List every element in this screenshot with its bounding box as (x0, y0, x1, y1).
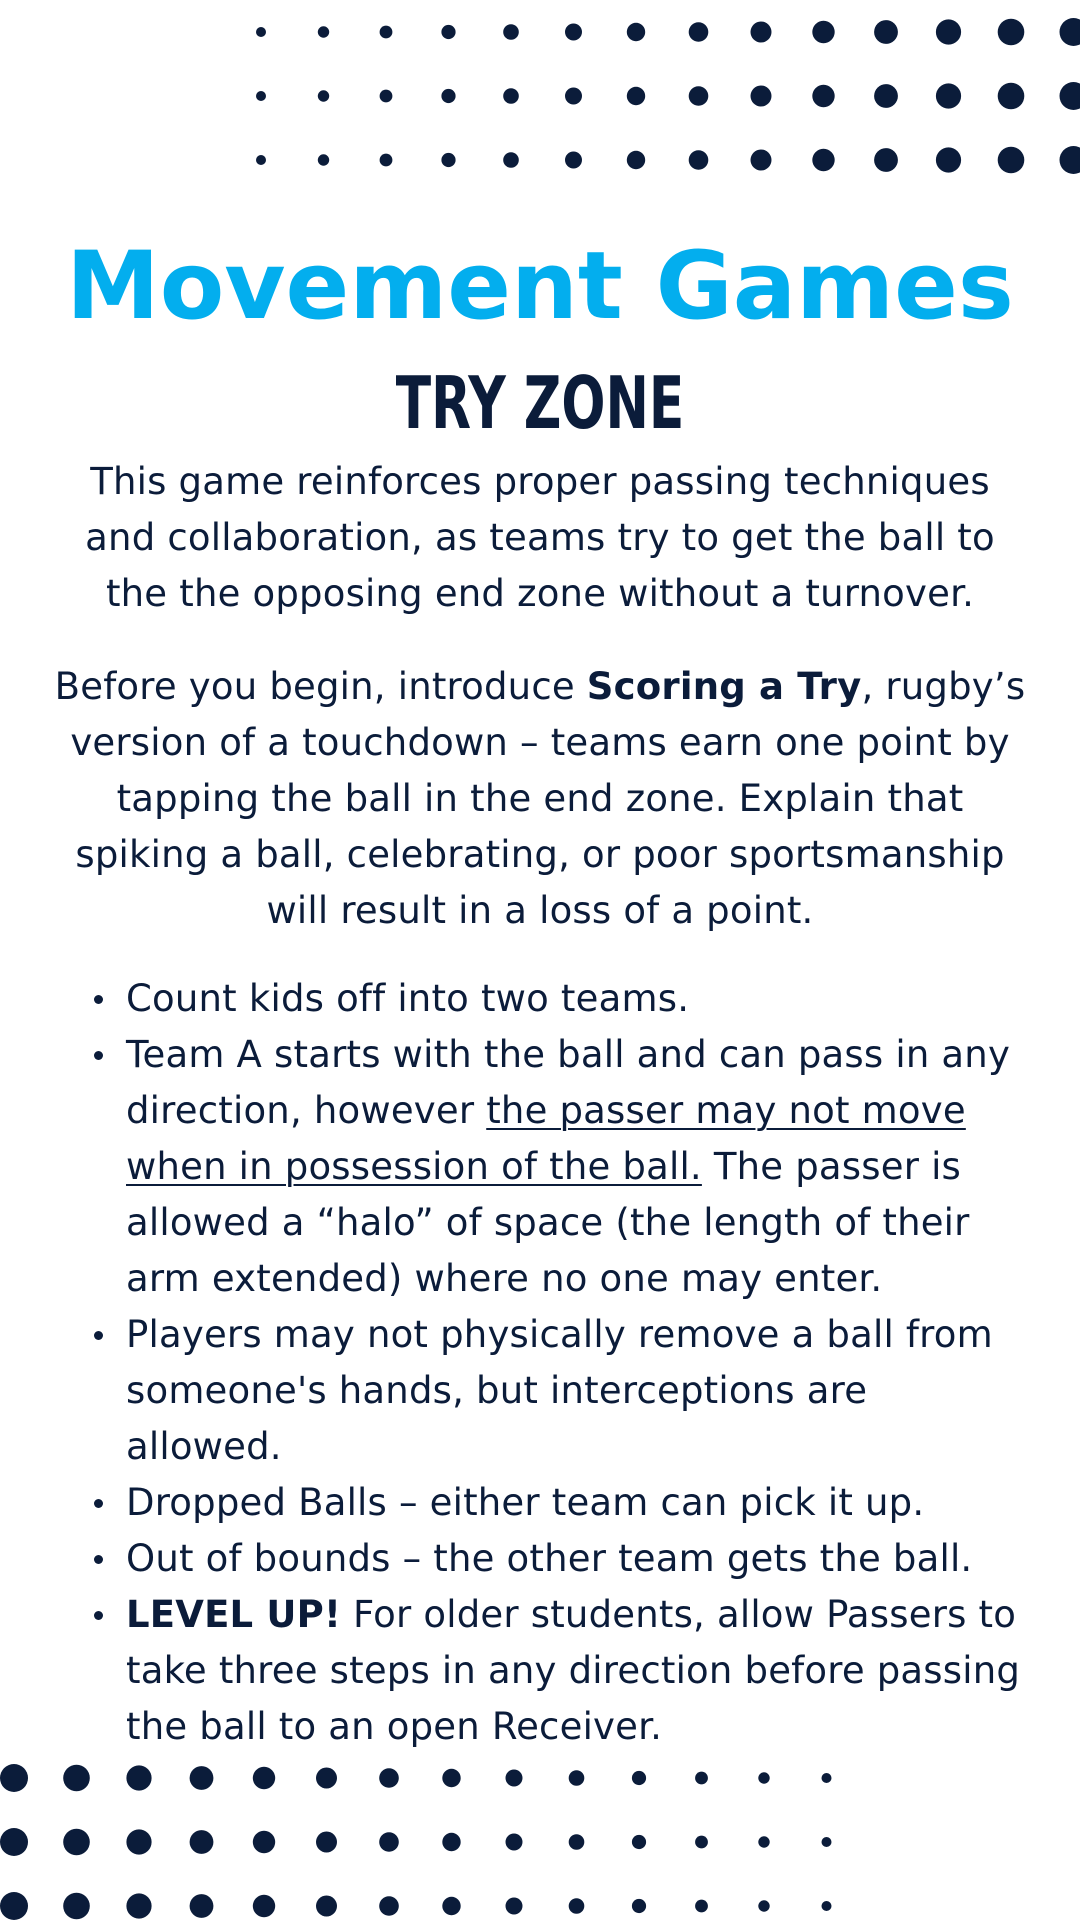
decorative-dot (126, 1829, 151, 1854)
decorative-dot (751, 150, 772, 171)
decorative-dot (442, 1833, 460, 1851)
decorative-dot (380, 90, 393, 103)
decorative-dot (627, 87, 645, 105)
decorative-dot (1060, 146, 1080, 174)
decorative-dot (689, 86, 709, 106)
decorative-dot (632, 1899, 646, 1913)
decorative-dot (256, 27, 266, 37)
decorative-dot (380, 154, 393, 167)
decorative-dot (0, 1828, 28, 1856)
decorative-dot (63, 1829, 90, 1856)
decorative-dot (689, 22, 709, 42)
decorative-dot (441, 89, 455, 103)
decorative-dot (822, 1837, 832, 1847)
decorative-dot (627, 151, 645, 169)
decorative-dot (758, 1900, 769, 1911)
decorative-dot (506, 1770, 523, 1787)
decorative-dot (632, 1771, 646, 1785)
decorative-dot (0, 1892, 28, 1920)
decorative-dot (379, 1896, 399, 1916)
decorative-dot (627, 23, 645, 41)
decorative-dot (565, 88, 582, 105)
decorative-dot (190, 1894, 214, 1918)
game-name: TRY ZONE (395, 361, 685, 445)
decorative-dot (380, 26, 393, 39)
decorative-dot (812, 85, 834, 107)
decorative-dot (822, 1901, 832, 1911)
decorative-dot (936, 147, 961, 172)
decorative-dot (256, 91, 266, 101)
list-item (90, 1027, 1030, 1307)
decorative-dot (812, 21, 834, 43)
list-item (90, 1475, 1030, 1531)
decorative-dot (998, 19, 1025, 46)
decorative-dot (253, 1895, 275, 1917)
rule-text: Players may not physically remove a ball from someone's hands, but interceptions are allowed. (126, 1313, 993, 1468)
decorative-dot (751, 22, 772, 43)
decorative-dot (751, 86, 772, 107)
decorative-dot (253, 1831, 275, 1853)
decorative-dot (126, 1765, 151, 1790)
rule-text: Out of bounds – the other team gets the ball. (126, 1537, 973, 1580)
decorative-dot (1060, 18, 1080, 46)
rule-text-suffix: The passer is allowed a “halo” of space (the length of their arm extended) where no one may enter. (126, 1145, 970, 1300)
list-item (90, 1587, 1030, 1755)
decorative-dot (379, 1768, 399, 1788)
decorative-dot (503, 24, 519, 40)
decorative-dot (1060, 82, 1080, 110)
level-up-label: LEVEL UP! (126, 1593, 342, 1636)
decorative-dot (569, 1898, 585, 1914)
decorative-dot (442, 1769, 460, 1787)
decorative-dot (758, 1772, 769, 1783)
rule-underlined-text: the passer may not move when in possession of the ball. (126, 1089, 966, 1188)
rules-list (90, 971, 1030, 1755)
decorative-dot (695, 1772, 708, 1785)
dot-grid-top-right (256, 18, 1080, 174)
dot-grid-bottom-left (0, 1764, 832, 1920)
intro-paragraph: This game reinforces proper passing techniques and collaboration, as teams try to get the ball to the the opposing end zone without a turnover. (85, 460, 995, 615)
decorative-dot (256, 155, 266, 165)
decorative-dot (695, 1836, 708, 1849)
decorative-dot (318, 154, 329, 165)
list-item (90, 1531, 1030, 1587)
decorative-dot (569, 1770, 585, 1786)
decorative-dot (936, 83, 961, 108)
decorative-dot (503, 152, 519, 168)
scoring-paragraph (50, 659, 1030, 939)
decorative-dot (874, 20, 898, 44)
scoring-prefix: Before you begin, introduce (54, 665, 587, 708)
decorative-dot (318, 90, 329, 101)
rule-text: Count kids off into two teams. (126, 977, 690, 1020)
decorative-dot (379, 1832, 399, 1852)
decorative-dot (441, 25, 455, 39)
decorative-dot (812, 149, 834, 171)
decorative-dot (126, 1893, 151, 1918)
decorative-dot (506, 1898, 523, 1915)
decorative-dot (190, 1830, 214, 1854)
rule-text: Dropped Balls – either team can pick it up. (126, 1481, 925, 1524)
decorative-dot (565, 152, 582, 169)
decorative-dot (63, 1765, 90, 1792)
decorative-dot (316, 1832, 337, 1853)
decorative-dot (565, 24, 582, 41)
decorative-dot (874, 148, 898, 172)
decorative-dot (318, 26, 329, 37)
decorative-dot (874, 84, 898, 108)
decorative-dot (316, 1768, 337, 1789)
decorative-dot (758, 1836, 769, 1847)
page-title: Movement Games (66, 232, 1014, 341)
decorative-dot (822, 1773, 832, 1783)
decorative-dot (442, 1897, 460, 1915)
decorative-dot (689, 150, 709, 170)
scoring-suffix: , rugby’s version of a touchdown – teams earn one point by tapping the ball in the end zone. Explain that spiking a ball, celebrating, or poor sportsmanship will result in a loss of a point. (70, 665, 1026, 932)
list-item (90, 1307, 1030, 1475)
decorative-dot (316, 1896, 337, 1917)
decorative-dot (998, 83, 1025, 110)
decorative-dot (503, 88, 519, 104)
decorative-dot (0, 1764, 28, 1792)
rule-text: For older students, allow Passers to take three steps in any direction before passing the ball to an open Receiver. (126, 1593, 1021, 1748)
decorative-dot (63, 1893, 90, 1920)
decorative-dot (695, 1900, 708, 1913)
decorative-dot (936, 19, 961, 44)
decorative-dot (632, 1835, 646, 1849)
list-item (90, 971, 1030, 1027)
decorative-dot (506, 1834, 523, 1851)
decorative-dot (569, 1834, 585, 1850)
scoring-term: Scoring a Try (586, 665, 862, 708)
rule-text-prefix: Team A starts with the ball and can pass in any direction, however (126, 1033, 1011, 1132)
decorative-dot (190, 1766, 214, 1790)
decorative-dot (998, 147, 1025, 174)
decorative-dot (441, 153, 455, 167)
decorative-dot (253, 1767, 275, 1789)
